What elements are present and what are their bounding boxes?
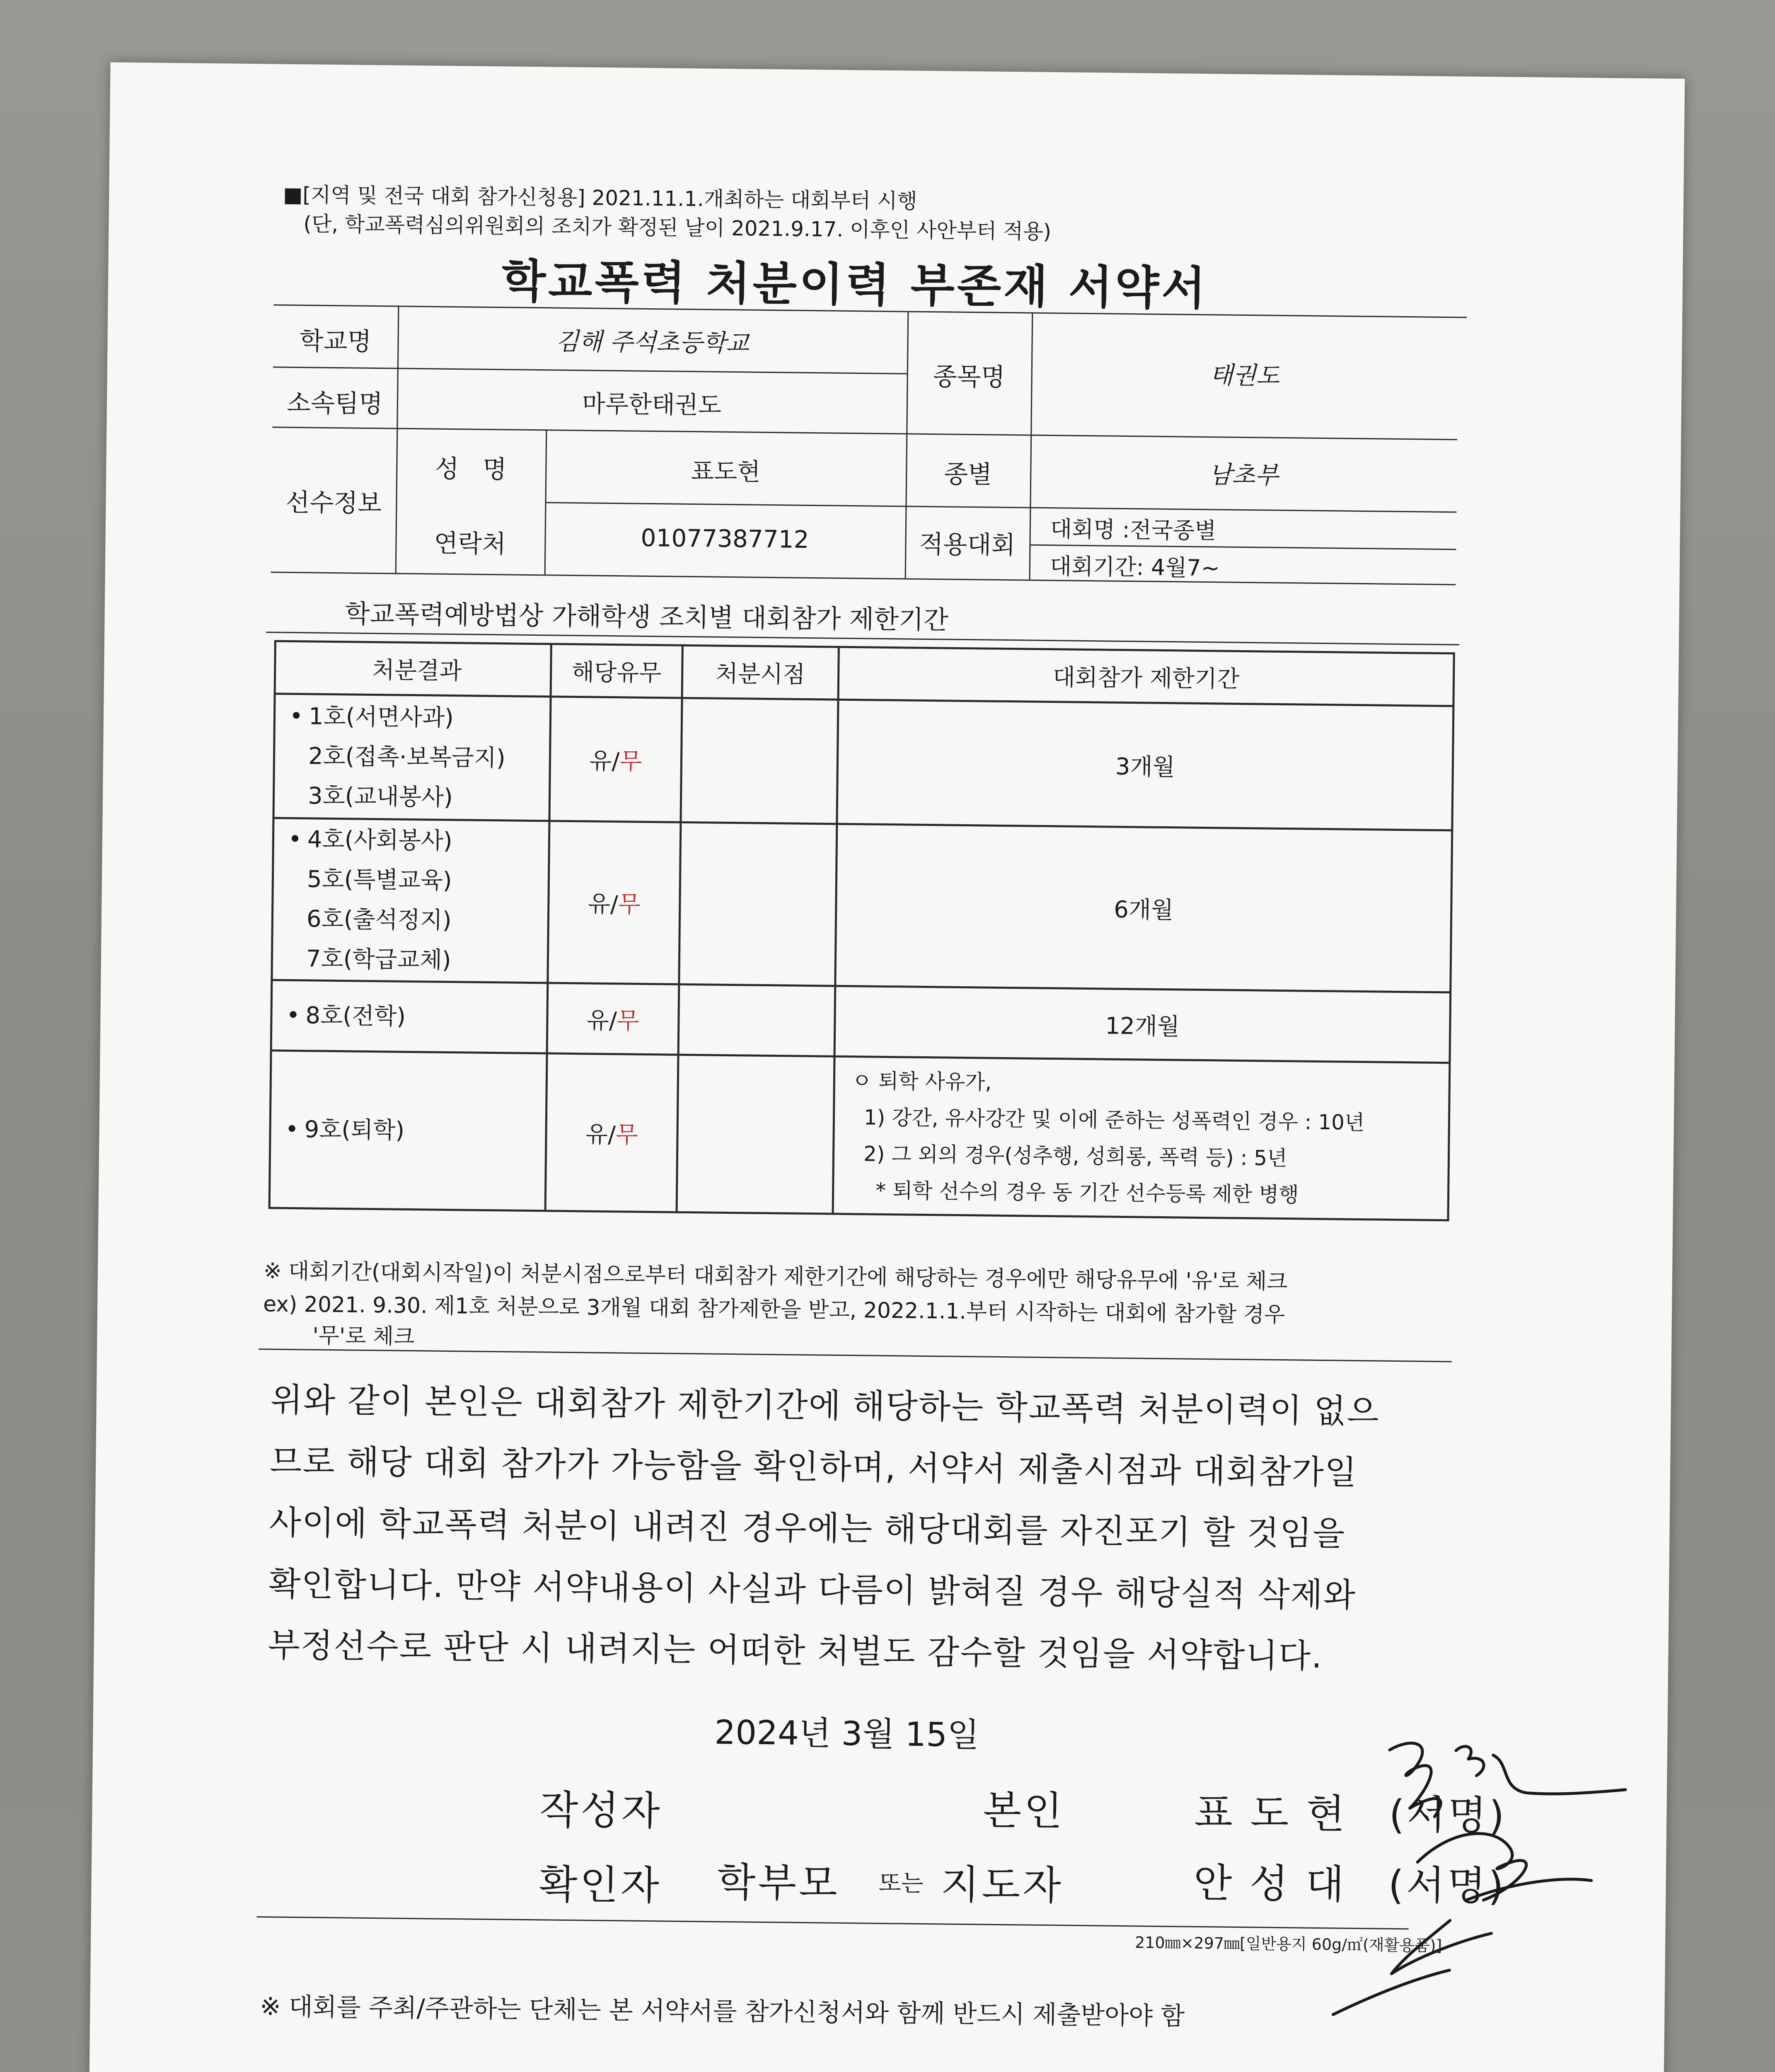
pledge-line-5: 부정선수로 판단 시 내려지는 어떠한 처벌도 감수할 것임을 서약합니다. xyxy=(268,1626,1323,1676)
yes-option[interactable]: 유 xyxy=(586,1007,609,1034)
category-value: 남초부 xyxy=(1208,460,1279,489)
submission-footer-note: ※ 대회를 주최/주관하는 단체는 본 서약서를 참가신청서와 함께 반드시 제출받아야 함 xyxy=(260,1992,1185,2031)
school-value: 김해 주석초등학교 xyxy=(555,327,750,358)
disposition-date-cell[interactable] xyxy=(677,1055,834,1214)
no-option[interactable]: 무 xyxy=(617,1007,640,1035)
confirmer-name: 안 성 대 xyxy=(1193,1859,1347,1908)
restriction-period: 12개월 xyxy=(834,986,1451,1063)
measure-item: 7호(학급교체) xyxy=(306,945,452,974)
table-subtitle: 학교폭력예방법상 가해학생 조치별 대회참가 제한기간 xyxy=(345,598,949,635)
table-row: • 4호(사회봉사) 5호(특별교육) 6호(출석정지) 7호(학급교체) 유/무 6개월 xyxy=(272,818,1452,992)
pledge-line-4: 확인합니다. 만약 서약내용이 사실과 다름이 밝혀질 경우 해당실적 삭제와 xyxy=(268,1564,1357,1615)
document-title: 학교폭력 처분이력 부존재 서약서 xyxy=(501,254,1209,315)
paper-spec: 210㎜×297㎜[일반용지 60g/㎡(재활용품)] xyxy=(1134,1933,1442,1955)
header-applicable: 해당유무 xyxy=(551,644,682,698)
contact-value: 01077387712 xyxy=(641,523,809,554)
contact-label: 연락처 xyxy=(434,529,506,559)
table-row: • 1호(서면사과) 2호(접촉·보복금지) 3호(교내봉사) 유/무 3개월 xyxy=(273,694,1453,830)
competition-name: 대회명 :전국종별 xyxy=(1050,516,1216,544)
writer-role: 본인 xyxy=(982,1787,1065,1835)
notes-divider xyxy=(259,1348,1452,1362)
yes-option[interactable]: 유 xyxy=(589,747,612,775)
pledge-line-2: 므로 해당 대회 참가가 가능함을 확인하며, 서약서 제출시점과 대회참가일 xyxy=(269,1442,1358,1492)
name-value: 표도현 xyxy=(690,457,761,486)
measure-item: 4호(사회봉사) xyxy=(307,826,453,854)
expulsion-note: * 퇴학 선수의 경우 동 기간 선수등록 제한 병행 xyxy=(875,1178,1299,1207)
measure-item: 6호(출석정지) xyxy=(306,905,452,934)
pledge-line-3: 사이에 학교폭력 처분이 내려진 경우에는 해당대회를 자진포기 할 것임을 xyxy=(269,1503,1346,1553)
applicable-checkbox[interactable]: 유/무 xyxy=(547,983,679,1055)
writer-signature-field[interactable]: (서명) xyxy=(1388,1791,1507,1839)
name-label: 성 명 xyxy=(435,454,507,484)
event-value: 태권도 xyxy=(1209,361,1280,390)
measure-item: 2호(접촉·보복금지) xyxy=(308,742,506,772)
player-info-label: 선수정보 xyxy=(285,488,382,518)
disciplinary-table xyxy=(268,640,1455,1221)
team-label: 소속팀명 xyxy=(286,388,383,419)
disposition-date-cell[interactable] xyxy=(681,698,838,824)
yes-option[interactable]: 유 xyxy=(585,1121,608,1148)
school-label: 학교명 xyxy=(299,327,372,356)
check-note: ※ 대회기간(대회시작일)이 처분시점으로부터 대회참가 제한기간에 해당하는 경우에만 해당유무에 '유'로 체크 xyxy=(263,1259,1288,1295)
example-note: ex) 2021. 9.30. 제1호 처분으로 3개월 대회 참가제한을 받고, 2022.1.1.부터 시작하는 대회에 참가할 경우 xyxy=(263,1292,1285,1328)
writer-label: 작성자 xyxy=(539,1786,663,1835)
confirmer-signature-field[interactable]: (서명) xyxy=(1388,1861,1507,1910)
measure-item: 5호(특별교육) xyxy=(307,866,452,894)
applied-competition-label: 적용대회 xyxy=(919,530,1016,560)
table-row: • 9호(퇴학) 유/무 ㅇ 퇴학 사유가, 1) 강간, 유사강간 및 이에 준하는 성폭력인 경우 : 10년 2) 그 외의 경우(성추행, 성희롱, 폭력 등) : 5년 * 퇴학 선수의 경우 동 기간 선수등록 제한 병행 xyxy=(269,1051,1450,1220)
confirmer-label: 확인자 xyxy=(538,1861,662,1909)
header-line-2: (단, 학교폭력심의위원회의 조치가 확정된 날이 2021.9.17. 이후인 사안부터 적용) xyxy=(303,212,1052,244)
applicable-checkbox[interactable]: 유/무 xyxy=(548,821,681,984)
no-option[interactable]: 무 xyxy=(615,1121,638,1149)
signing-date: 2024년 3월 15일 xyxy=(714,1713,979,1755)
confirmer-or: 또는 xyxy=(878,1869,924,1898)
measure-item: 3호(교내봉사) xyxy=(307,782,453,811)
category-label: 종별 xyxy=(943,460,992,489)
measure-item: 9호(퇴학) xyxy=(304,1116,405,1144)
confirmer-role-coach: 지도자 xyxy=(941,1861,1064,1909)
applicable-checkbox[interactable]: 유/무 xyxy=(545,1053,678,1212)
restriction-period: 3개월 xyxy=(837,700,1453,830)
disposition-date-cell[interactable] xyxy=(679,822,837,986)
pledge-line-1: 위와 같이 본인은 대회참가 제한기간에 해당하는 학교폭력 처분이력이 없으 xyxy=(270,1380,1380,1431)
writer-name: 표 도 현 xyxy=(1194,1789,1348,1837)
yes-option[interactable]: 유 xyxy=(588,891,611,918)
header-disposition-date: 처분시점 xyxy=(682,645,839,700)
disposition-date-cell[interactable] xyxy=(678,984,835,1056)
measure-item: 8호(전학) xyxy=(305,1002,406,1030)
signature-divider xyxy=(257,1916,1409,1929)
player-info-grid xyxy=(271,304,1459,590)
competition-period: 대회기간: 4월7~ xyxy=(1050,553,1220,581)
expulsion-reason-2: 2) 그 외의 경우(성추행, 성희롱, 폭력 등) : 5년 xyxy=(863,1141,1287,1170)
pledge-document xyxy=(89,62,1685,2072)
handwritten-signature xyxy=(1291,1724,1651,2026)
example-note-cont: '무'로 체크 xyxy=(312,1323,415,1350)
expulsion-reason-heading: ㅇ 퇴학 사유가, xyxy=(851,1068,992,1094)
expulsion-reason-1: 1) 강간, 유사강간 및 이에 준하는 성폭력인 경우 : 10년 xyxy=(863,1105,1365,1135)
table-row: • 8호(전학) 유/무 12개월 xyxy=(271,980,1451,1063)
restriction-period: 6개월 xyxy=(835,824,1452,992)
no-option[interactable]: 무 xyxy=(619,748,642,775)
team-value: 마루한태권도 xyxy=(582,390,722,419)
header-restriction-period: 대회참가 제한기간 xyxy=(838,647,1454,706)
event-label: 종목명 xyxy=(933,362,1006,392)
header-result: 처분결과 xyxy=(275,641,551,697)
no-option[interactable]: 무 xyxy=(618,891,641,918)
measure-item: 1호(서면사과) xyxy=(308,702,454,731)
confirmer-role-parent: 학부모 xyxy=(717,1859,840,1907)
header-line-1: ■[지역 및 전국 대회 참가신청용] 2021.11.1.개최하는 대회부터 시행 xyxy=(283,182,917,213)
applicable-checkbox[interactable]: 유/무 xyxy=(549,697,682,822)
